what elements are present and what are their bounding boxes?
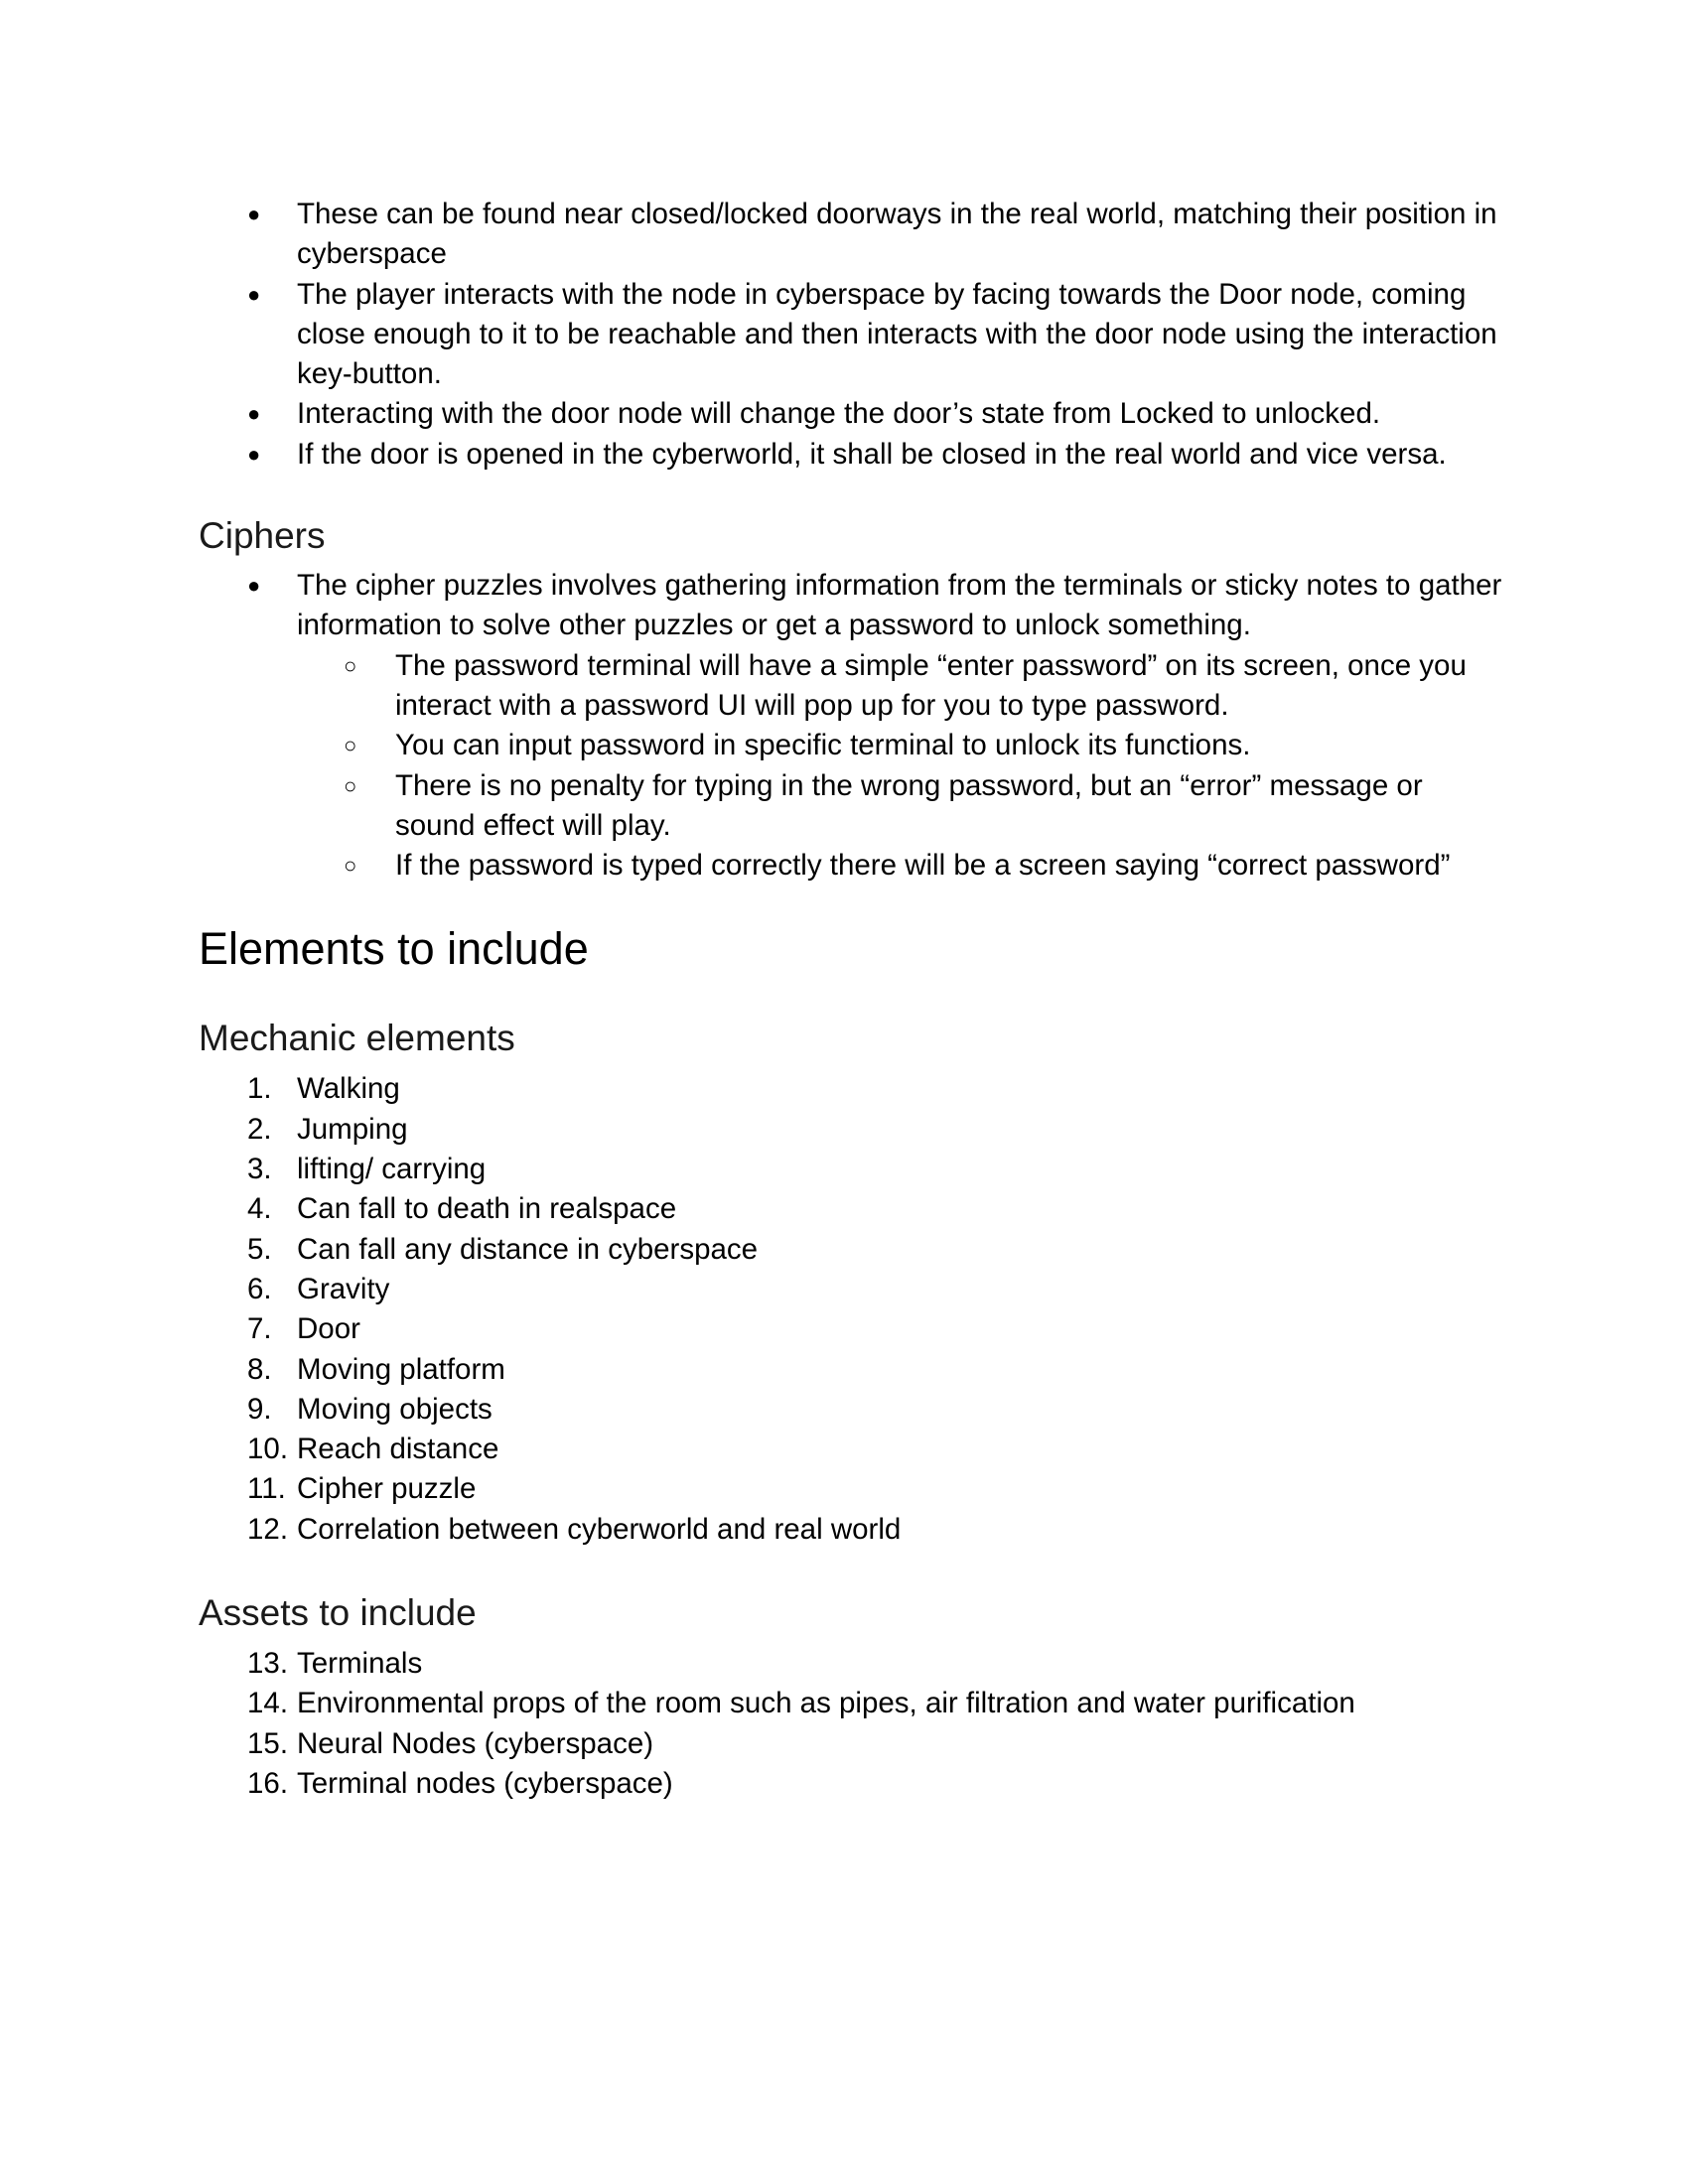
list-item bbox=[199, 1644, 1509, 1684]
list-item bbox=[199, 1069, 1509, 1109]
list-number: 2. bbox=[247, 1112, 272, 1146]
list-item-text: Moving objects bbox=[297, 1392, 492, 1426]
list-item bbox=[199, 1684, 1509, 1723]
list-item bbox=[199, 1230, 1509, 1270]
bullet-marker: ● bbox=[247, 401, 261, 427]
list-item bbox=[199, 1390, 1509, 1430]
list-number: 1. bbox=[247, 1072, 272, 1106]
list-item-text: If the door is opened in the cyberworld, it shall be closed in the real world and vice versa. bbox=[297, 437, 1447, 471]
sub-bullet-marker: ○ bbox=[344, 652, 357, 678]
mechanic-elements-list bbox=[199, 1069, 1509, 1550]
sub-list-item bbox=[297, 766, 1509, 847]
list-number: 4. bbox=[247, 1192, 272, 1226]
sub-bullet-marker: ○ bbox=[344, 853, 357, 879]
sub-list-item bbox=[297, 846, 1509, 886]
sub-list-item-text: You can input password in specific terminal to unlock its functions. bbox=[395, 729, 1251, 762]
bullet-marker: ● bbox=[247, 573, 261, 599]
sub-bullet-marker: ○ bbox=[344, 772, 357, 798]
sub-list-item bbox=[297, 646, 1509, 727]
list-number: 16. bbox=[247, 1766, 289, 1800]
list-item-text: Walking bbox=[297, 1072, 400, 1106]
list-number: 10. bbox=[247, 1433, 289, 1466]
list-item bbox=[199, 195, 1509, 275]
list-item bbox=[199, 1724, 1509, 1764]
list-number: 12. bbox=[247, 1512, 289, 1546]
list-item-text: Moving platform bbox=[297, 1352, 505, 1386]
list-item-text: The cipher puzzles involves gathering information from the terminals or sticky notes to gather information to solve other puzzles or get a password to unlock something. bbox=[297, 569, 1502, 642]
list-item bbox=[199, 1764, 1509, 1804]
list-item-text: Terminals bbox=[297, 1647, 423, 1681]
elements-heading: Elements to include bbox=[199, 923, 589, 975]
list-item-text: Neural Nodes (cyberspace) bbox=[297, 1726, 654, 1760]
bullet-marker: ● bbox=[247, 441, 261, 467]
bullet-marker: ● bbox=[247, 202, 261, 226]
sub-list-item-text: There is no penalty for typing in the wrong password, but an “error” message or sound effect will play. bbox=[395, 768, 1423, 842]
list-item-text: Can fall any distance in cyberspace bbox=[297, 1232, 759, 1266]
list-item bbox=[199, 275, 1509, 395]
list-item-text: Interacting with the door node will change the door’s state from Locked to unlocked. bbox=[297, 397, 1381, 431]
sub-list-item bbox=[297, 726, 1509, 765]
list-item bbox=[199, 1309, 1509, 1349]
list-item bbox=[199, 435, 1509, 475]
assets-list bbox=[199, 1644, 1509, 1804]
list-item-text: lifting/ carrying bbox=[297, 1153, 487, 1186]
list-item-text: Jumping bbox=[297, 1112, 408, 1146]
document-page bbox=[199, 195, 1509, 1804]
sub-bullet-marker: ○ bbox=[344, 733, 357, 758]
list-number: 5. bbox=[247, 1232, 272, 1266]
ciphers-heading: Ciphers bbox=[199, 515, 326, 557]
list-item bbox=[199, 1270, 1509, 1309]
list-item-text: Correlation between cyberworld and real world bbox=[297, 1512, 902, 1546]
list-number: 8. bbox=[247, 1352, 272, 1386]
list-item-text: Reach distance bbox=[297, 1433, 499, 1466]
list-number: 7. bbox=[247, 1312, 272, 1346]
assets-heading: Assets to include bbox=[199, 1592, 477, 1634]
list-item bbox=[199, 566, 1509, 886]
list-item-text: Cipher puzzle bbox=[297, 1472, 477, 1506]
list-number: 13. bbox=[247, 1647, 289, 1681]
list-item bbox=[199, 1189, 1509, 1229]
list-item-text: Can fall to death in realspace bbox=[297, 1192, 677, 1226]
list-item-text: These can be found near closed/locked doorways in the real world, matching their position in cyberspace bbox=[297, 198, 1497, 271]
door-node-bullet-list bbox=[199, 195, 1509, 475]
mechanic-elements-heading: Mechanic elements bbox=[199, 1018, 515, 1059]
list-number: 11. bbox=[247, 1472, 286, 1506]
list-item bbox=[199, 1150, 1509, 1189]
list-item-text: Gravity bbox=[297, 1272, 390, 1305]
list-item bbox=[199, 1350, 1509, 1390]
list-item bbox=[199, 1430, 1509, 1469]
list-number: 14. bbox=[247, 1687, 289, 1720]
list-item bbox=[199, 1469, 1509, 1509]
list-number: 15. bbox=[247, 1726, 289, 1760]
list-item bbox=[199, 1510, 1509, 1550]
list-number: 9. bbox=[247, 1392, 272, 1426]
list-item-text: Environmental props of the room such as pipes, air filtration and water purification bbox=[297, 1687, 1355, 1720]
bullet-marker: ● bbox=[247, 281, 261, 307]
list-item bbox=[199, 394, 1509, 434]
ciphers-bullet-list bbox=[199, 566, 1509, 886]
list-number: 6. bbox=[247, 1272, 272, 1305]
list-item-text: Terminal nodes (cyberspace) bbox=[297, 1766, 673, 1800]
ciphers-sub-list bbox=[297, 646, 1509, 887]
sub-list-item-text: If the password is typed correctly there will be a screen saying “correct password” bbox=[395, 849, 1451, 883]
sub-list-item-text: The password terminal will have a simple “enter password” on its screen, once you interact with a password UI will pop up for you to type password. bbox=[395, 648, 1467, 722]
list-number: 3. bbox=[247, 1153, 272, 1186]
list-item-text: Door bbox=[297, 1312, 360, 1346]
list-item bbox=[199, 1110, 1509, 1150]
list-item-text: The player interacts with the node in cyberspace by facing towards the Door node, coming close enough to it to be reachable and then interacts with the door node using the interaction key-button. bbox=[297, 277, 1497, 391]
